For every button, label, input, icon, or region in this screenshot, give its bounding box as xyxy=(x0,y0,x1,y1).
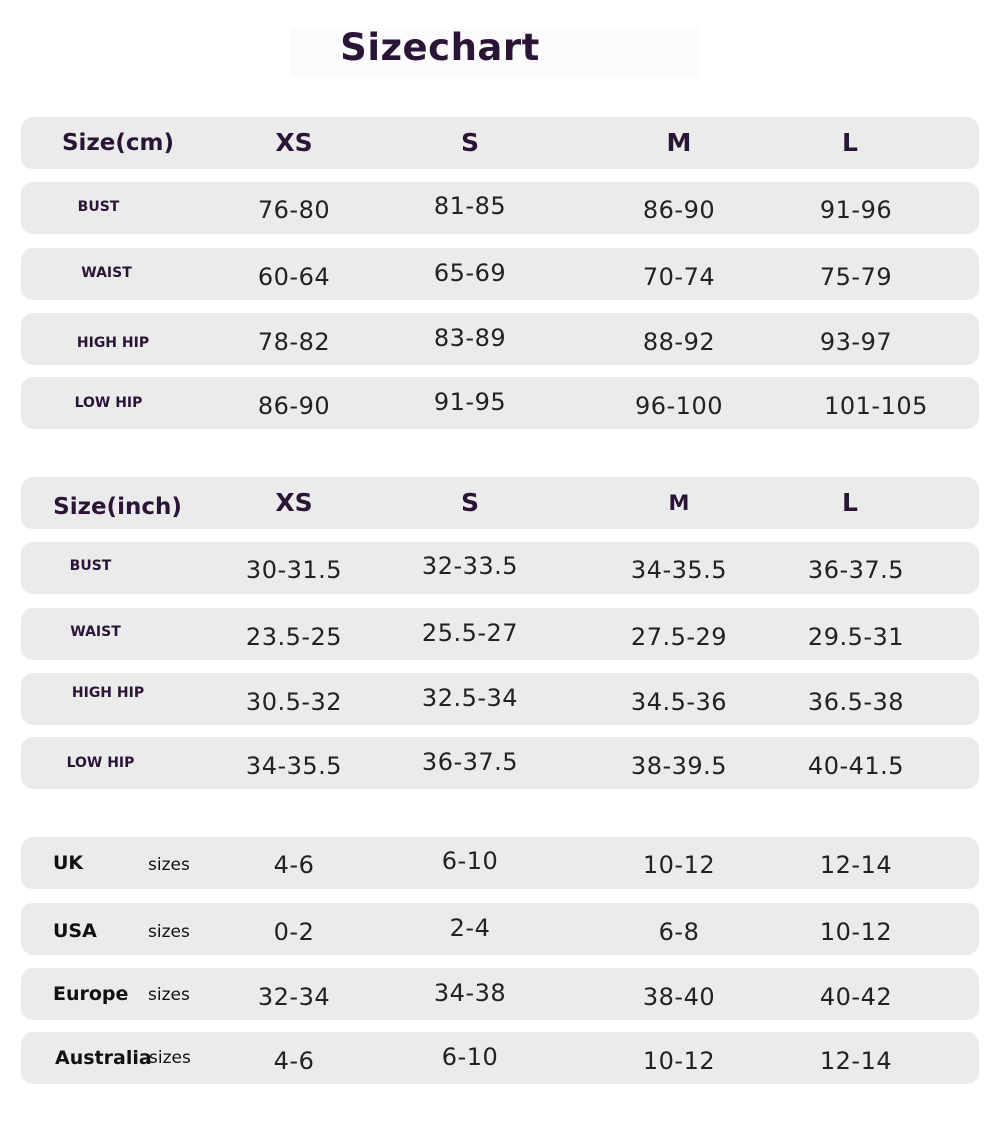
cm-row-low-hip xyxy=(21,377,979,429)
inch-row-high-hip xyxy=(21,673,979,725)
size-header-s: S xyxy=(460,128,479,157)
value-cell: 32-33.5 xyxy=(421,552,519,580)
inch-row-low-hip xyxy=(21,737,979,789)
value-cell: 6-10 xyxy=(441,1043,499,1071)
region-row-uk xyxy=(21,837,979,889)
value-cell: 70-74 xyxy=(642,263,716,291)
sizes-word: sizes xyxy=(149,1048,191,1068)
size-header-m: M xyxy=(668,491,690,515)
value-cell: 93-97 xyxy=(819,328,893,356)
inch-header-row xyxy=(21,477,979,529)
value-cell: 75-79 xyxy=(819,263,893,291)
sizes-word: sizes xyxy=(148,985,190,1005)
value-cell: 23.5-25 xyxy=(245,623,343,651)
inch-unit-label: Size(inch) xyxy=(53,494,182,520)
value-cell: 34-35.5 xyxy=(245,752,343,780)
value-cell: 10-12 xyxy=(819,918,893,946)
measure-label: LOW HIP xyxy=(74,395,143,411)
measure-label: HIGH HIP xyxy=(71,685,145,701)
value-cell: 25.5-27 xyxy=(421,619,519,647)
value-cell: 32-34 xyxy=(257,983,331,1011)
value-cell: 2-4 xyxy=(449,914,491,942)
value-cell: 32.5-34 xyxy=(421,684,519,712)
value-cell: 38-39.5 xyxy=(630,752,728,780)
sizes-word: sizes xyxy=(148,855,190,875)
value-cell: 30-31.5 xyxy=(245,556,343,584)
value-cell: 34.5-36 xyxy=(630,688,728,716)
value-cell: 27.5-29 xyxy=(630,623,728,651)
region-label: Australia xyxy=(55,1047,152,1069)
value-cell: 6-8 xyxy=(658,918,700,946)
value-cell: 29.5-31 xyxy=(807,623,905,651)
size-header-l: L xyxy=(842,488,858,517)
measure-label: WAIST xyxy=(81,265,132,281)
value-cell: 65-69 xyxy=(433,259,507,287)
value-cell: 0-2 xyxy=(273,918,315,946)
size-header-s: S xyxy=(460,488,479,517)
value-cell: 12-14 xyxy=(819,1047,893,1075)
region-row-australia xyxy=(21,1032,979,1084)
cm-header-row xyxy=(21,117,979,169)
value-cell: 40-42 xyxy=(819,983,893,1011)
value-cell: 91-95 xyxy=(433,388,507,416)
sizes-word: sizes xyxy=(148,922,190,942)
value-cell: 60-64 xyxy=(257,263,331,291)
value-cell: 86-90 xyxy=(642,196,716,224)
value-cell: 36.5-38 xyxy=(807,688,905,716)
value-cell: 101-105 xyxy=(824,392,928,420)
value-cell: 36-37.5 xyxy=(421,748,519,776)
cm-row-bust xyxy=(21,182,979,234)
value-cell: 83-89 xyxy=(433,324,507,352)
value-cell: 34-38 xyxy=(433,979,507,1007)
page-title: Sizechart xyxy=(340,26,540,69)
value-cell: 38-40 xyxy=(642,983,716,1011)
measure-label: WAIST xyxy=(70,624,121,640)
region-row-usa xyxy=(21,903,979,955)
value-cell: 96-100 xyxy=(634,392,723,420)
size-header-xs: XS xyxy=(275,488,313,517)
inch-row-bust xyxy=(21,542,979,594)
value-cell: 10-12 xyxy=(642,1047,716,1075)
size-header-l: L xyxy=(842,128,858,157)
value-cell: 88-92 xyxy=(642,328,716,356)
region-label: Europe xyxy=(53,983,129,1005)
value-cell: 30.5-32 xyxy=(245,688,343,716)
value-cell: 12-14 xyxy=(819,851,893,879)
measure-label: BUST xyxy=(69,558,112,574)
inch-row-waist xyxy=(21,608,979,660)
cm-row-high-hip xyxy=(21,313,979,365)
measure-label: HIGH HIP xyxy=(76,335,150,351)
value-cell: 4-6 xyxy=(273,851,315,879)
value-cell: 36-37.5 xyxy=(807,556,905,584)
region-label: USA xyxy=(53,920,97,942)
value-cell: 34-35.5 xyxy=(630,556,728,584)
value-cell: 10-12 xyxy=(642,851,716,879)
cm-unit-label: Size(cm) xyxy=(61,130,175,156)
measure-label: LOW HIP xyxy=(66,755,135,771)
value-cell: 86-90 xyxy=(257,392,331,420)
value-cell: 81-85 xyxy=(433,192,507,220)
value-cell: 76-80 xyxy=(257,196,331,224)
value-cell: 91-96 xyxy=(819,196,893,224)
value-cell: 40-41.5 xyxy=(807,752,905,780)
measure-label: BUST xyxy=(77,199,120,215)
value-cell: 4-6 xyxy=(273,1047,315,1075)
value-cell: 78-82 xyxy=(257,328,331,356)
region-label: UK xyxy=(53,852,84,874)
value-cell: 6-10 xyxy=(441,847,499,875)
size-header-m: M xyxy=(666,128,692,157)
cm-row-waist xyxy=(21,248,979,300)
region-row-europe xyxy=(21,968,979,1020)
size-header-xs: XS xyxy=(275,128,313,157)
